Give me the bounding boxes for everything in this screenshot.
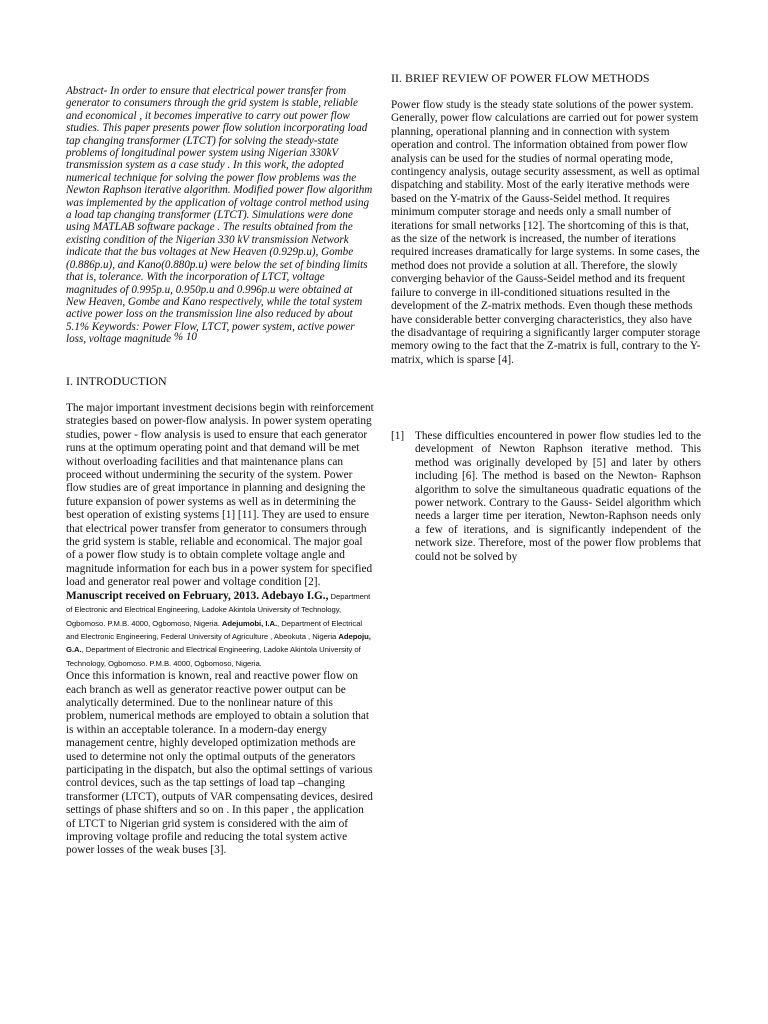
- affiliation-1: Department of Electronic and Electrical Engineering, Ladoke Akintola University of Technology, Ogbomoso. P.M.B. 4000, Ogbomoso, Nigeria.: [66, 591, 371, 628]
- author-2: Adejumobi, I.A.: [221, 618, 278, 628]
- abstract: [66, 85, 374, 346]
- abstract-text: Abstract- In order to ensure that electrical power transfer from generator to consumers through the grid system is stable, reliable and economical , it becomes imperative to carry out power flow studies. This paper presents power flow solution incorporating load tap changing transformer (LTCT) for solving the steady-state problems of longitudinal power system using Nigerian 330kV transmission system as a case study . In this work, the adopted numerical technique for solving the power flow problems was the Newton Raphson iterative algorithm. Modified power flow algorithm was implemented by the application of voltage control method using a load tap changing transformer (LTCT). Simulations were done using MATLAB software package . The results obtained from the existing condition of the Nigerian 330 kV transmission Network indicate that the bus voltages at New Heaven (0.929p.u), Gombe (0.886p.u), and Kano(0.880p.u) were below the set of binding limits that is, tolerance. With the incorporation of LTCT, voltage magnitudes of 0.995p.u, 0.950p.u and 0.996p.u were obtained at New Heaven, Gombe and Kano respectively, while the total system active power loss on the transmission line also reduced by about 5.1% Keywords: Power Flow, LTCT, power system, active power loss, voltage magnitude: [66, 85, 373, 346]
- review-paragraph-1: Power flow study is the steady state solutions of the power system. Generally, power flow calculations are carried out for power system planning, operational planning and in connection with system operation and control. The information obtained from power flow analysis can be used for the studies of normal operating mode, contingency analysis, outage security assessment, as well as optimal dispatching and stability. Most of the early iterative methods were based on the Y-matrix of the Gauss-Seidel method. It requires minimum computer storage and needs only a small number of iterations for small networks [12]. The shortcoming of this is that, as the size of the network is increased, the number of iterations required increases dramatically for large systems. In some cases, the method does not provide a solution at all. Therefore, the slowly converging behavior of the Gauss-Seidel method and its frequent failure to converge in ill-conditioned situations resulted in the development of the Z-matrix methods. Even though these methods have considerable better converging characteristics, they also have the disadvantage of requiring a significantly larger computer storage memory owing to the fact that the Z-matrix is full, contrary to the Y-matrix, which is sparse [4].: [391, 99, 701, 366]
- intro-paragraph-1: The major important investment decisions begin with reinforcement strategies based on power-flow analysis. In power system operating studies, power - flow analysis is used to ensure that each generator runs at the optimum operating point and that demand will be met without overloading facilities and that maintenance plans can proceed without undermining the security of the system. Power flow studies are of great importance in planning and designing the future expansion of power systems as well as in determining the best operation of existing systems [1] [11]. They are used to ensure that electrical power transfer from generator to consumers through the grid system is stable, reliable and economical. The major goal of a power flow study is to obtain complete voltage angle and magnitude information for each bus in a power system for specified load and generator real power and voltage condition [2].: [66, 402, 374, 589]
- introduction-body: [66, 402, 374, 858]
- intro-paragraph-2: Once this information is known, real and reactive power flow on each branch as well as generator reactive power output can be analytically determined. Due to the nonlinear nature of this problem, numerical methods are employed to obtain a solution that is within an acceptable tolerance. In a modern-day energy management centre, highly developed optimization methods are used to determine not only the optimal outputs of the generators participating in the dispatch, but also the optimal settings of various control devices, such as the tap settings of load tap –changing transformer (LTCT), outputs of VAR compensating devices, desired settings of phase shifters and so on . In this paper , the application of LTCT to Nigerian grid system is considered with the aim of improving voltage profile and reducing the total system active power losses of the weak buses [3].: [66, 670, 373, 857]
- review-heading: II. BRIEF REVIEW OF POWER FLOW METHODS: [391, 71, 650, 85]
- abstract-suffix: % 10: [173, 331, 197, 344]
- author-affiliations: [66, 589, 371, 668]
- numbered-paragraph: [391, 430, 701, 564]
- affiliation-3: , Department of Electronic and Electrical Engineering, Ladoke Akintola University of Technology, Ogbomoso. P.M.B. 4000, Ogbomoso, Nigeria.: [66, 645, 361, 668]
- author-3: Adepoju, G.A.: [66, 631, 371, 655]
- paragraph-number: [1]: [391, 430, 405, 442]
- numbered-paragraph-text: These difficulties encountered in power flow studies led to the development of Newton Raphson iterative method. This method was originally developed by [5] and later by others including [6]. The method is based on the Newton- Raphson algorithm to solve the simultaneous quadratic equations of the power network. Contrary to the Gauss- Seidel algorithm which needs a larger time per iteration, Newton-Raphson needs only a few of iterations, and is significantly independent of the network size. Therefore, most of the power flow problems that could not be solved by: [415, 430, 701, 563]
- affiliation-2: , Department of Electrical and Electronic Engineering, Federal University of Agriculture , Abeokuta , Nigeria: [66, 618, 363, 641]
- introduction-heading: I. INTRODUCTION: [66, 374, 167, 388]
- manuscript-note: Manuscript received on February, 2013. Adebayo I.G.,: [66, 589, 329, 602]
